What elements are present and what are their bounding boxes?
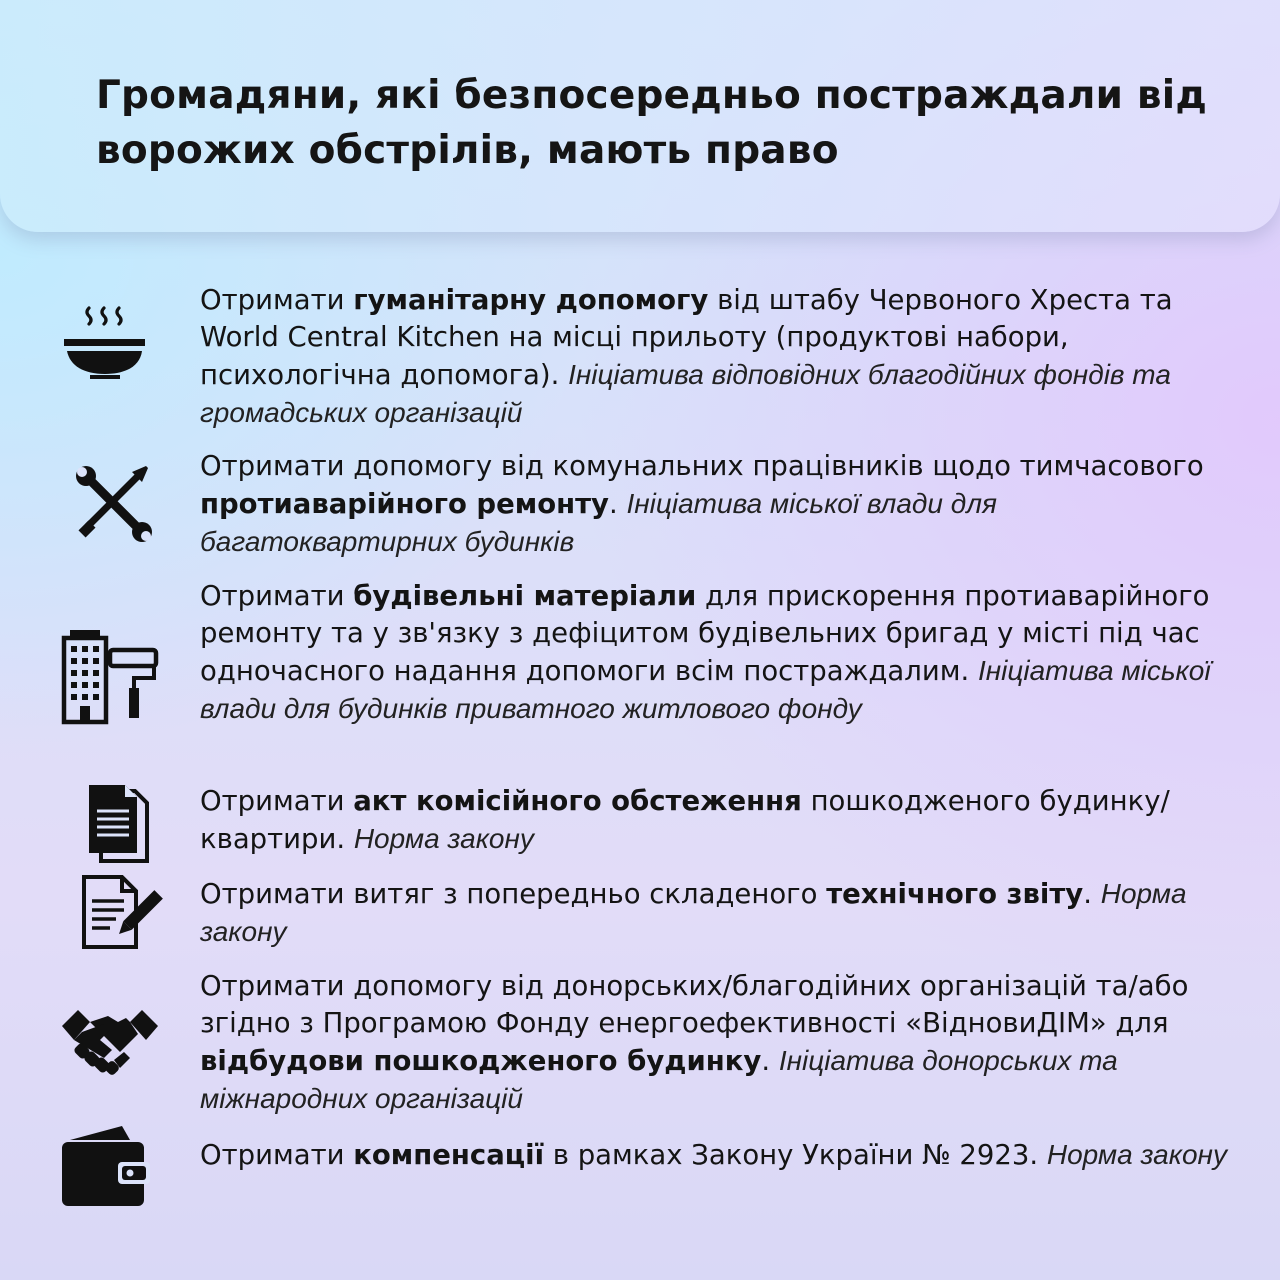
item-source-note: Ініціатива міської влади для багатоквартирних будинків <box>200 488 997 557</box>
item-body-text: пошкодженого будинку/квартири. <box>200 785 1170 855</box>
page-title: Громадяни, які безпосередньо постраждали від ворожих обстрілів, мають право <box>96 73 1208 173</box>
item-emphasis: компенсації <box>353 1139 545 1171</box>
report-pen-icon <box>70 875 170 951</box>
item-emphasis: акт комісійного обстеження <box>353 785 802 817</box>
item-text <box>200 1136 1230 1174</box>
documents-icon <box>70 783 170 863</box>
item-lead-text: Отримати <box>200 580 354 612</box>
item-lead-text: Отримати <box>200 1139 354 1171</box>
item-source-note: Ініціатива відповідних благодійних фондів та громадських організацій <box>200 359 1171 428</box>
item-emphasis: протиаварійного ремонту <box>200 488 609 520</box>
building-paint-roller-icon <box>60 628 160 728</box>
item-text <box>200 282 1230 432</box>
soup-bowl-icon <box>60 304 160 384</box>
item-text <box>200 968 1230 1118</box>
item-text <box>200 448 1230 561</box>
item-lead-text: Отримати <box>200 284 354 316</box>
item-body-text: для прискорення протиаварійного ремонту та у зв'язку з дефіцитом будівельних бригад у місті під час одночасного надання допомоги всім постраждалим. <box>200 580 1210 687</box>
item-body-text: . <box>761 1045 779 1077</box>
header-banner <box>0 0 1280 232</box>
item-text <box>200 783 1230 858</box>
item-text <box>200 578 1230 728</box>
item-source-note: Ініціатива донорських та міжнародних організацій <box>200 1045 1118 1114</box>
handshake-icon <box>60 1000 160 1080</box>
item-body-text: . <box>1083 878 1101 910</box>
item-body-text: в рамках Закону України № 2923. <box>544 1139 1047 1171</box>
item-emphasis: гуманітарну допомогу <box>353 284 709 316</box>
wallet-icon <box>60 1122 160 1212</box>
item-body-text: . <box>608 488 627 520</box>
item-emphasis: будівельні матеріали <box>353 580 697 612</box>
wrench-screwdriver-icon <box>64 464 164 544</box>
item-body-text: від штабу Червоного Хреста та World Central Kitchen на місці прильоту (продуктові набори, психологічна допомога). <box>200 284 1173 391</box>
item-lead-text: Отримати допомогу від донорських/благодійних організацій та/або згідно з Програмою Фонду енергоефективності «ВідновиДІМ» для <box>200 970 1189 1039</box>
item-lead-text: Отримати витяг з попередньо складеного <box>200 878 827 910</box>
item-source-note: Норма закону <box>200 878 1187 947</box>
item-source-note: Ініціатива міської влади для будинків приватного житлового фонду <box>200 655 1211 724</box>
item-source-note: Норма закону <box>353 823 534 854</box>
item-emphasis: відбудови пошкодженого будинку <box>200 1045 762 1077</box>
item-emphasis: технічного звіту <box>826 878 1084 910</box>
item-source-note: Норма закону <box>1046 1139 1227 1170</box>
item-text <box>200 875 1230 951</box>
item-lead-text: Отримати <box>200 785 354 817</box>
item-lead-text: Отримати допомогу від комунальних працівників щодо тимчасового <box>200 450 1204 482</box>
